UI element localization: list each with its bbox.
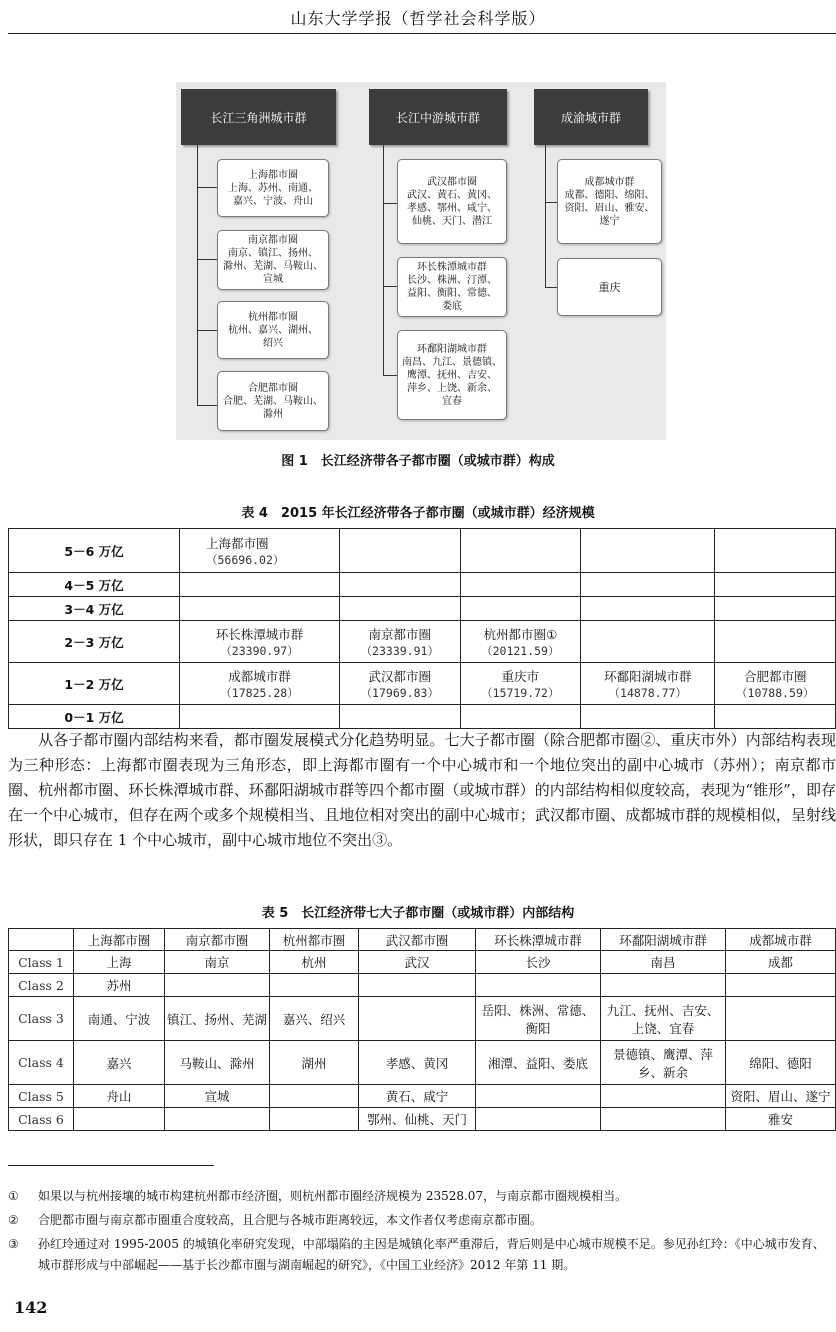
table-cell <box>581 597 715 621</box>
table-cell <box>340 621 461 663</box>
table-cell: 景德镇、鹰潭、萍乡、新余 <box>601 1041 726 1085</box>
table-cell: 成都 <box>726 951 836 974</box>
table-cell: 南昌 <box>601 951 726 974</box>
table-cell <box>180 597 340 621</box>
table-cell: 黄石、咸宁 <box>359 1085 476 1108</box>
table-cell <box>165 974 270 997</box>
member-cities: 萍乡、上饶、新余、 <box>407 382 497 394</box>
cell-value: （14878.77） <box>608 685 687 700</box>
table-cell <box>476 1108 601 1131</box>
table-row <box>9 705 836 729</box>
table-cell: 雅安 <box>726 1108 836 1131</box>
header-cell: 武汉都市圈 <box>359 929 476 951</box>
group-title: 成渝城市群 <box>560 110 621 125</box>
table-cell <box>476 1085 601 1108</box>
table-cell <box>180 573 340 597</box>
member-cities: 益阳、衡阳、常德、 <box>407 288 497 299</box>
table-cell: 湘潭、益阳、娄底 <box>476 1041 601 1085</box>
table-cell <box>581 663 715 705</box>
member-box <box>557 258 662 316</box>
table-cell: 宣城 <box>165 1085 270 1108</box>
member-box <box>397 257 507 317</box>
table-row <box>9 1085 836 1108</box>
table-cell: 武汉 <box>359 951 476 974</box>
table-cell <box>460 621 581 663</box>
table-cell <box>726 974 836 997</box>
footnote-text: 如果以与杭州接壤的城市构建杭州都市经济圈，则杭州都市圈经济规模为 23528.07，与南京都市圈规模相当。 <box>38 1189 628 1203</box>
table-cell: 绵阳、德阳 <box>726 1041 836 1085</box>
table-row <box>9 573 836 597</box>
table-cell <box>581 573 715 597</box>
row-label: 4－5 万亿 <box>9 573 180 597</box>
connector-line <box>383 145 384 375</box>
cell-name: 武汉都市圈 <box>368 668 432 684</box>
table-cell <box>165 1108 270 1131</box>
table-cell: 舟山 <box>74 1085 165 1108</box>
table-cell <box>601 974 726 997</box>
row-label: 3－4 万亿 <box>9 597 180 621</box>
member-cities: 资阳、眉山、雅安、 <box>564 202 655 214</box>
connector-line <box>383 375 397 376</box>
member-cities: 仙桃、天门、潜江 <box>412 215 492 227</box>
cell-value: （15719.72） <box>481 685 560 700</box>
member-cities: 娄底 <box>442 301 462 312</box>
table-cell <box>715 597 836 621</box>
group-title: 长江中游城市群 <box>395 110 480 125</box>
table-cell <box>340 705 461 729</box>
table-row <box>9 1041 836 1085</box>
table4 <box>8 528 836 729</box>
member-cities: 嘉兴、宁波、舟山 <box>233 195 313 207</box>
table-header-row <box>9 929 836 951</box>
table-cell <box>359 974 476 997</box>
member-cities: 南昌、九江、景德镇、 <box>402 356 502 368</box>
table-cell <box>74 1108 165 1131</box>
table-cell <box>180 621 340 663</box>
cell-value: （17825.28） <box>220 685 299 700</box>
table-cell <box>581 621 715 663</box>
row-label: 1－2 万亿 <box>9 663 180 705</box>
connector-line <box>197 330 217 331</box>
class-label: Class 2 <box>9 974 74 997</box>
table-cell <box>581 705 715 729</box>
member-cities: 杭州、嘉兴、湖州、 <box>228 324 318 336</box>
class-label: Class 5 <box>9 1085 74 1108</box>
cell-value: （20121.59） <box>481 643 560 658</box>
member-cities: 长沙、株洲、汀潭、 <box>407 275 497 286</box>
table-cell: 嘉兴、绍兴 <box>270 997 359 1041</box>
figure-caption: 图 1 长江经济带各子都市圈（或城市群）构成 <box>281 454 555 469</box>
cell-name: 南京都市圈 <box>368 626 432 642</box>
footnote <box>8 1234 836 1276</box>
header-cell: 南京都市圈 <box>165 929 270 951</box>
member-cities: 绍兴 <box>263 337 283 349</box>
class-label: Class 3 <box>9 997 74 1041</box>
header-cell: 环鄱阳湖城市群 <box>601 929 726 951</box>
cell-name: 上海都市圈 <box>206 535 269 551</box>
member-cities: 合肥、芜湖、马鞍山、 <box>223 395 323 407</box>
header-cell: 环长株潭城市群 <box>476 929 601 951</box>
cell-value: （23339.91） <box>360 643 439 658</box>
class-label: Class 4 <box>9 1041 74 1085</box>
table-cell <box>460 529 581 573</box>
cell-name: 环长株潭城市群 <box>215 626 304 642</box>
table-cell <box>460 573 581 597</box>
member-cities: 上海、苏州、南通、 <box>228 182 318 194</box>
table5-caption: 表 5 长江经济带七大子都市圈（或城市群）内部结构 <box>261 906 575 921</box>
table4-caption: 表 4 2015 年长江经济带各子都市圈（或城市群）经济规模 <box>241 506 595 521</box>
table-cell: 资阳、眉山、遂宁 <box>726 1085 836 1108</box>
connector-line <box>383 286 397 287</box>
cell-name: 合肥都市圈 <box>743 668 807 684</box>
table-cell: 镇江、扬州、芜湖 <box>165 997 270 1041</box>
connector-line <box>197 259 217 260</box>
footnote <box>8 1186 836 1207</box>
member-box <box>217 159 329 217</box>
table-cell <box>726 997 836 1041</box>
table-cell <box>460 705 581 729</box>
footnote-mark: ③ <box>8 1237 19 1251</box>
footnote-rule <box>8 1165 214 1166</box>
member-box <box>217 230 329 290</box>
connector-line <box>545 287 557 288</box>
row-label: 0－1 万亿 <box>9 705 180 729</box>
member-name: 成都城市群 <box>584 176 635 188</box>
member-name: 合肥都市圈 <box>248 382 298 394</box>
table-cell <box>715 621 836 663</box>
table-row <box>9 621 836 663</box>
table-row <box>9 997 836 1041</box>
row-label: 5－6 万亿 <box>9 529 180 573</box>
footnote <box>8 1210 836 1231</box>
table-cell: 岳阳、株洲、常德、衡阳 <box>476 997 601 1041</box>
cell-value: （23390.97） <box>220 643 299 658</box>
header-cell <box>9 929 74 951</box>
connector-line <box>545 145 546 287</box>
member-box <box>397 330 507 420</box>
cell-value: （10788.59） <box>736 685 815 700</box>
table-cell: 苏州 <box>74 974 165 997</box>
footnote-text: 合肥都市圈与南京都市圈重合度较高，且合肥与各城市距离较远，本文作者仅考虑南京都市圈。 <box>38 1213 543 1227</box>
page-number: 142 <box>14 1298 48 1317</box>
member-name: 环长株潭城市群 <box>417 262 487 273</box>
table-cell <box>715 529 836 573</box>
cell-name: 杭州都市圈① <box>483 626 558 642</box>
connector-line <box>197 187 217 188</box>
member-cities: 滁州 <box>263 408 283 420</box>
member-name: 武汉都市圈 <box>427 176 477 188</box>
member-box <box>397 159 507 244</box>
member-name: 环鄱阳湖城市群 <box>417 343 487 355</box>
member-name: 杭州都市圈 <box>248 311 298 323</box>
header-cell: 成都城市群 <box>726 929 836 951</box>
table-cell <box>270 1085 359 1108</box>
group-title-box <box>369 89 507 145</box>
table-cell: 孝感、黄冈 <box>359 1041 476 1085</box>
member-box <box>217 301 329 359</box>
table-row <box>9 974 836 997</box>
connector-line <box>545 202 557 203</box>
cell-value: （17969.83） <box>360 685 439 700</box>
table-cell <box>715 663 836 705</box>
connector-line <box>197 145 198 405</box>
table-cell <box>601 1108 726 1131</box>
footnote-mark: ① <box>8 1189 19 1203</box>
member-cities: 滁州、芜湖、马鞍山、 <box>223 261 323 272</box>
member-cities: 宣城 <box>263 274 283 285</box>
table-row <box>9 663 836 705</box>
table-cell: 南通、宁波 <box>74 997 165 1041</box>
member-cities: 武汉、黄石、黄冈、 <box>407 189 497 201</box>
table-cell <box>460 663 581 705</box>
table-row <box>9 951 836 974</box>
table-cell: 上海 <box>74 951 165 974</box>
table-cell: 九江、抚州、吉安、上饶、宜春 <box>601 997 726 1041</box>
table-cell: 杭州 <box>270 951 359 974</box>
class-label: Class 1 <box>9 951 74 974</box>
table-cell <box>180 705 340 729</box>
group-title-box <box>181 89 336 145</box>
table-cell <box>715 573 836 597</box>
table-cell <box>180 663 340 705</box>
table-cell <box>476 974 601 997</box>
connector-line <box>383 203 397 204</box>
table-row <box>9 1108 836 1131</box>
table-cell <box>581 529 715 573</box>
table-cell: 湖州 <box>270 1041 359 1085</box>
member-cities: 南京、镇江、扬州、 <box>228 248 318 259</box>
table-cell <box>340 573 461 597</box>
header-cell: 杭州都市圈 <box>270 929 359 951</box>
member-cities: 宜春 <box>442 395 462 407</box>
figure-1 <box>0 0 836 440</box>
table-cell: 南京 <box>165 951 270 974</box>
member-cities: 鹰潭、抚州、吉安、 <box>407 369 497 381</box>
member-box <box>557 159 662 244</box>
table-cell <box>180 529 340 573</box>
footnote-text: 孙红玲通过对 1995-2005 的城镇化率研究发现，中部塌陷的主因是城镇化率严重滞后，背后则是中心城市规模不足。参见孙红玲：《中心城市发育、城市群形成与中部崛起——基于长沙都市圈与湖南崛起的研究》，《中国工业经济》2012 年第 11 期。 <box>38 1237 825 1272</box>
table-row <box>9 529 836 573</box>
table-cell <box>270 1108 359 1131</box>
cell-name: 成都城市群 <box>228 668 291 684</box>
table-cell: 马鞍山、滁州 <box>165 1041 270 1085</box>
table-cell <box>340 597 461 621</box>
table-cell <box>460 597 581 621</box>
member-box <box>217 371 329 431</box>
table-cell <box>601 1085 726 1108</box>
cell-name: 重庆市 <box>501 668 540 684</box>
member-cities: 遂宁 <box>599 215 620 227</box>
member-name: 南京都市圈 <box>248 235 298 246</box>
member-cities: 成都、德阳、绵阳、 <box>564 189 655 201</box>
table-cell: 长沙 <box>476 951 601 974</box>
connector-line <box>197 405 217 406</box>
cell-name: 环鄱阳湖城市群 <box>603 668 692 684</box>
footnote-mark: ② <box>8 1213 19 1227</box>
table-cell <box>359 997 476 1041</box>
class-label: Class 6 <box>9 1108 74 1131</box>
group-title-box <box>534 89 648 145</box>
table-cell <box>270 974 359 997</box>
member-name: 上海都市圈 <box>248 169 298 181</box>
table-cell <box>340 529 461 573</box>
table-cell: 嘉兴 <box>74 1041 165 1085</box>
body-paragraph: 从各子都市圈内部结构来看，都市圈发展模式分化趋势明显。七大子都市圈（除合肥都市圈②、重庆市外）内部结构表现为三种形态：上海都市圈表现为三角形态，即上海都市圈有一个中心城市和一个地位突出的副中心城市（苏州）；南京都市圈、杭州都市圈、环长株潭城市群、环鄱阳湖城市群等四个都市圈（或城市群）的内部结构相似度较高，表现为“锥形”，即存在一个中心城市，但存在两个或多个规模相当、且地位相对突出的副中心城市；武汉都市圈、成都城市群的规模相似，呈射线形状，即只存在 1 个中心城市，副中心城市地位不突出③。 <box>8 731 836 849</box>
member-name: 重庆 <box>598 280 621 294</box>
table-row <box>9 597 836 621</box>
row-label: 2－3 万亿 <box>9 621 180 663</box>
header-cell: 上海都市圈 <box>74 929 165 951</box>
table5 <box>8 928 836 1131</box>
table-cell: 鄂州、仙桃、天门 <box>359 1108 476 1131</box>
running-header: 山东大学学报（哲学社会科学版） <box>290 9 546 28</box>
group-title: 长江三角洲城市群 <box>210 110 307 125</box>
table-cell <box>715 705 836 729</box>
table-cell <box>340 663 461 705</box>
member-cities: 孝感、鄂州、咸宁、 <box>407 202 497 214</box>
cell-value: （56696.02） <box>206 552 285 567</box>
